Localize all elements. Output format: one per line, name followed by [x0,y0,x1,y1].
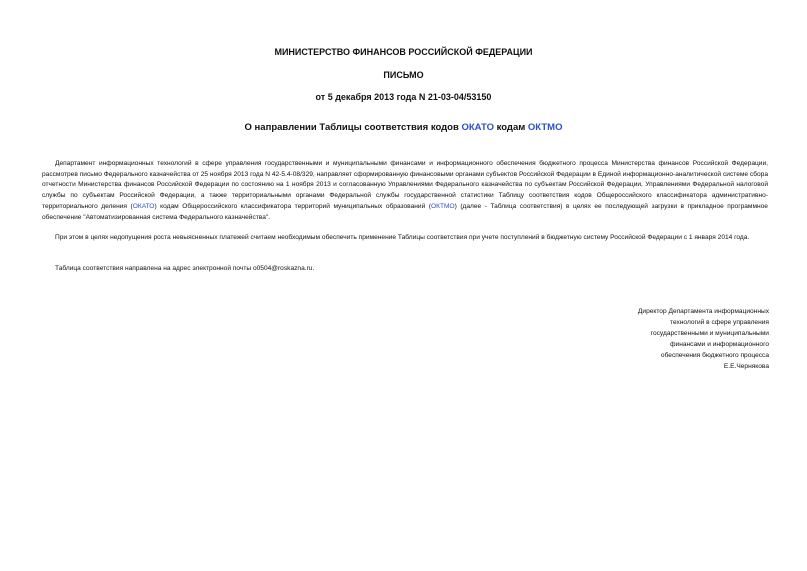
paragraph-1-text-b: ) кодам Общероссийского классификатора территорий муниципальных образований ( [154,202,431,210]
signature-block [549,306,769,372]
paragraph-1-text-c: ) (далее - Таблица соответствия) в целях ее последующей загрузки в прикладное программное обеспечение "Автоматизированная система Федерального казначейства". [42,202,768,221]
paragraph-1-text-a: Департамент информационных технологий в сфере управления государственными и муниципальными финансами и информационного обеспечения бюджетного процесса Министерства финансов Российской Федерации, рассмотрев письмо Федерального казначейства от 25 ноября 2013 года N 42-5.4-08/329, направляет сформированную финансовыми органами субъектов Российской Федерации в Единой информационно-аналитической системе сбора отчетности Министерства финансов Российской Федерации по состоянию на 1 ноября 2013 и согласованную Управлениями Федерального казначейства по субъектам Российской Федерации, Управлениями Федеральной налоговой службы по субъектам Российской Федерации, а также территориальными органами Федеральной службы государственной статистики Таблицу соответствия кодов Общероссийского классификатора административно- территориального деления ( [42,160,768,210]
document-date: от 5 декабря 2013 года N 21-03-04/53150 [315,92,492,102]
body-paragraph-2: При этом в целях недопущения роста невыясненных платежей считаем необходимым обеспечить применение Таблицы соответствия при учете поступлений в бюджетную систему Российской Федерации с 1 января 2014 года. [55,234,750,241]
subject-prefix: О направлении Таблицы соответствия кодов [244,122,462,133]
paragraph-okato-link[interactable]: ОКАТО [132,202,155,210]
signatory-name: Е.Е.Чернякова [723,363,769,370]
signature-line: технологий в сфере управления [670,319,769,326]
paragraph-oktmo-link[interactable]: ОКТМО [430,202,455,210]
signature-line: государственными и муниципальными [650,330,769,337]
document-subject [0,122,807,133]
signature-line: обеспечения бюджетного процесса [660,352,769,359]
oktmo-link[interactable]: ОКТМО [527,122,563,133]
okato-link[interactable]: ОКАТО [461,122,494,133]
body-paragraph-1 [42,159,768,223]
ministry-heading: МИНИСТЕРСТВО ФИНАНСОВ РОССИЙСКОЙ ФЕДЕРАЦИИ [274,47,533,57]
document-type: ПИСЬМО [383,70,424,80]
signature-line: финансами и информационного [670,341,769,348]
signature-line: Директор Департамента информационных [637,308,769,315]
subject-middle: кодам [493,122,528,133]
body-paragraph-3: Таблица соответствия направлена на адрес электронной почты o0504@roskazna.ru. [55,265,315,272]
